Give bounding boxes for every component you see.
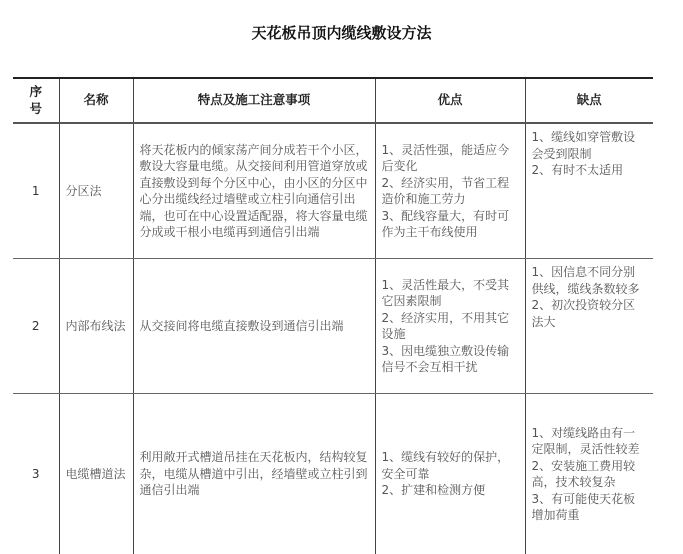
cell-name: 分区法 [59,123,133,259]
cell-pros: 1、灵活性强，能适应今后变化 2、经济实用，节省工程造价和施工劳力 3、配线容量大，有时可作为主干布线使用 [375,123,525,259]
table-header-row [13,78,653,123]
cable-methods-table [13,77,653,554]
cell-no: 1 [13,123,59,259]
cell-feature: 将天花板内的倾家荡产间分成若干个小区，敷设大容量电缆。从交接间利用管道穿放或直接敷设到每个分区中心，由小区的分区中心分出缆线经过墙壁或立柱引向通信引出端，也可在中心设置适配器，将大容量电缆分成或干根小电缆再到通信引出端 [133,123,375,259]
header-feature: 特点及施工注意事项 [133,78,375,123]
cell-cons: 1、缆线如穿管敷设会受到限制 2、有时不太适用 [525,123,653,259]
header-cons: 缺点 [525,78,653,123]
header-pros: 优点 [375,78,525,123]
cell-name: 内部布线法 [59,259,133,394]
cell-cons: 1、对缆线路由有一定限制，灵活性较差 2、安装施工费用较高，技术较复杂 3、有可能使天花板增加荷重 [525,394,653,554]
page-title: 天花板吊顶内缆线敷设方法 [0,22,683,43]
cell-pros: 1、缆线有较好的保护，安全可靠 2、扩建和检测方便 [375,394,525,554]
cell-pros: 1、灵活性最大，不受其它因素限制 2、经济实用，不用其它设施 3、因电缆独立敷设传输信号不会互相干扰 [375,259,525,394]
cell-no: 2 [13,259,59,394]
cell-cons: 1、因信息不同分别供线，缆线条数较多 2、初次投资较分区法大 [525,259,653,394]
cell-no: 3 [13,394,59,554]
cell-feature: 从交接间将电缆直接敷设到通信引出端 [133,259,375,394]
header-seq: 序 号 [13,78,59,123]
cell-feature: 利用敞开式槽道吊挂在天花板内，结构较复杂，电缆从槽道中引出，经墙壁或立柱引到通信引出端 [133,394,375,554]
cell-name: 电缆槽道法 [59,394,133,554]
table-row [13,259,653,394]
header-name: 名称 [59,78,133,123]
table-row [13,394,653,554]
table-row [13,123,653,259]
